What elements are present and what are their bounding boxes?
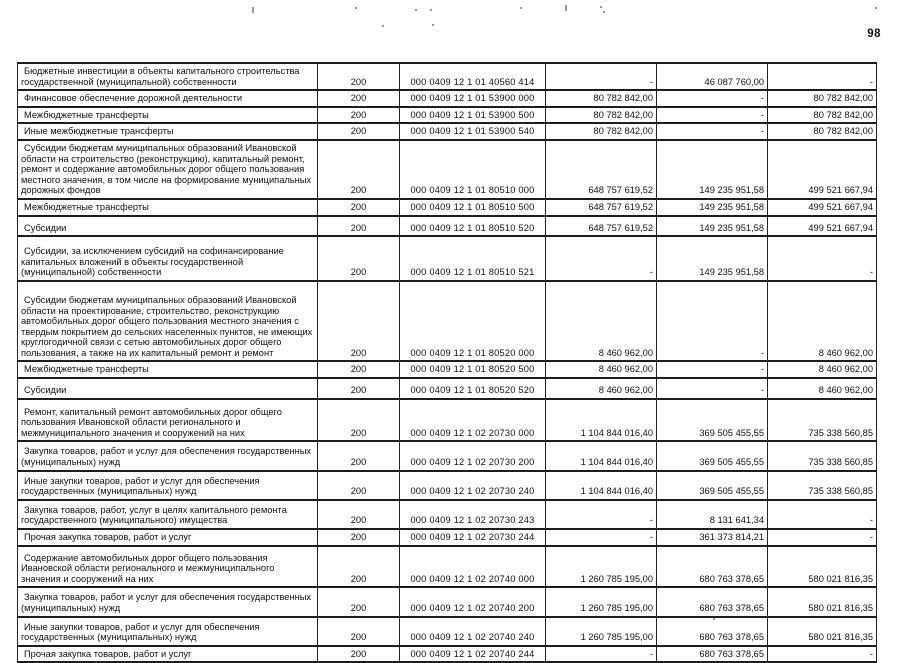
table-row [18, 63, 877, 90]
row-amount-approved: 8 460 962,00 [546, 281, 657, 362]
row-amount-executed: - [657, 107, 768, 124]
scan-speck [713, 618, 715, 620]
row-amount-remaining: 735 338 560,85 [768, 441, 877, 470]
row-expense-type-code: 200 [318, 216, 400, 237]
scan-speck [432, 24, 434, 26]
row-description: Субсидии [18, 216, 318, 237]
row-expense-type-code: 200 [318, 236, 400, 281]
row-description: Закупка товаров, работ и услуг для обеспечения государственных (муниципальных) нужд [18, 587, 318, 616]
row-description: Субсидии, за исключением субсидий на софинансирование капитальных вложений в объекты государственной (муниципальной) собственности [18, 236, 318, 281]
row-amount-executed: 149 235 951,58 [657, 216, 768, 237]
budget-table-body [18, 63, 877, 662]
row-amount-executed: 369 505 455,55 [657, 471, 768, 500]
row-amount-executed: 149 235 951,58 [657, 199, 768, 216]
row-amount-approved: 8 460 962,00 [546, 378, 657, 399]
scan-speck [600, 6, 602, 8]
scan-speck [382, 25, 384, 27]
scan-speck [875, 7, 877, 9]
table-row [18, 500, 877, 529]
row-expense-type-code: 200 [318, 500, 400, 529]
row-amount-remaining: 80 782 842,00 [768, 123, 877, 140]
scan-speck [430, 9, 432, 11]
table-row [18, 107, 877, 124]
row-amount-executed: 680 763 378,65 [657, 546, 768, 588]
table-row [18, 216, 877, 237]
row-description: Межбюджетные трансферты [18, 361, 318, 378]
row-expense-type-code: 200 [318, 361, 400, 378]
row-budget-classification-code: 000 0409 12 1 01 80510 520 [400, 216, 546, 237]
row-description: Ремонт, капитальный ремонт автомобильных дорог общего пользования Ивановской области регионального и межмуниципального значения и сооружений на них [18, 399, 318, 442]
row-description: Прочая закупка товаров, работ и услуг [18, 529, 318, 546]
row-expense-type-code: 200 [318, 646, 400, 663]
row-amount-remaining: 735 338 560,85 [768, 471, 877, 500]
row-amount-remaining: - [768, 236, 877, 281]
scan-speck [520, 7, 522, 9]
table-row [18, 529, 877, 546]
row-amount-executed: 361 373 814,21 [657, 529, 768, 546]
row-expense-type-code: 200 [318, 587, 400, 616]
row-expense-type-code: 200 [318, 90, 400, 107]
row-expense-type-code: 200 [318, 281, 400, 362]
row-budget-classification-code: 000 0409 12 1 01 40560 414 [400, 63, 546, 90]
row-amount-approved: - [546, 63, 657, 90]
row-description: Прочая закупка товаров, работ и услуг [18, 646, 318, 663]
row-amount-approved: 1 104 844 016,40 [546, 471, 657, 500]
row-amount-remaining: - [768, 646, 877, 663]
row-expense-type-code: 200 [318, 123, 400, 140]
row-description: Межбюджетные трансферты [18, 107, 318, 124]
row-description: Субсидии бюджетам муниципальных образований Ивановской области на строительство (реконструкцию), капитальный ремонт, ремонт и содержание автомобильных дорог общего пользования местного значения, в том числе на формирование муниципальных дорожных фондов [18, 140, 318, 199]
row-budget-classification-code: 000 0409 12 1 01 53900 000 [400, 90, 546, 107]
row-description: Содержание автомобильных дорог общего пользования Ивановской области регионального и межмуниципального значения и сооружений на них [18, 546, 318, 588]
row-amount-remaining: 580 021 816,35 [768, 587, 877, 616]
row-expense-type-code: 200 [318, 107, 400, 124]
row-amount-approved: 1 104 844 016,40 [546, 399, 657, 442]
row-budget-classification-code: 000 0409 12 1 02 20730 243 [400, 500, 546, 529]
row-expense-type-code: 200 [318, 471, 400, 500]
table-row [18, 140, 877, 199]
row-expense-type-code: 200 [318, 399, 400, 442]
row-budget-classification-code: 000 0409 12 1 02 20740 240 [400, 617, 546, 646]
row-amount-remaining: 8 460 962,00 [768, 378, 877, 399]
row-expense-type-code: 200 [318, 199, 400, 216]
row-budget-classification-code: 000 0409 12 1 01 80510 000 [400, 140, 546, 199]
table-row [18, 236, 877, 281]
table-row [18, 546, 877, 588]
row-budget-classification-code: 000 0409 12 1 02 20740 244 [400, 646, 546, 663]
row-amount-approved: 1 260 785 195,00 [546, 587, 657, 616]
row-amount-executed: 46 087 760,00 [657, 63, 768, 90]
scan-speck [565, 5, 567, 11]
row-budget-classification-code: 000 0409 12 1 01 53900 500 [400, 107, 546, 124]
row-budget-classification-code: 000 0409 12 1 02 20740 200 [400, 587, 546, 616]
row-amount-executed: - [657, 378, 768, 399]
row-amount-approved: 1 260 785 195,00 [546, 546, 657, 588]
row-expense-type-code: 200 [318, 63, 400, 90]
row-amount-executed: - [657, 281, 768, 362]
row-description: Субсидии бюджетам муниципальных образований Ивановской области на проектирование, строительство, реконструкцию автомобильных дорог общего пользования местного значения с твердым покрытием до сельских населенных пунктов, не имеющих круглогодичной связи с сетью автомобильных дорог общего пользования, а также на их капитальный ремонт и ремонт [18, 281, 318, 362]
scan-speck [415, 9, 417, 11]
row-amount-remaining: 499 521 667,94 [768, 199, 877, 216]
row-amount-remaining: 580 021 816,35 [768, 617, 877, 646]
row-amount-executed: 680 763 378,65 [657, 587, 768, 616]
row-amount-remaining: 580 021 816,35 [768, 546, 877, 588]
row-budget-classification-code: 000 0409 12 1 02 20740 000 [400, 546, 546, 588]
row-amount-executed: 369 505 455,55 [657, 399, 768, 442]
row-expense-type-code: 200 [318, 529, 400, 546]
row-amount-remaining: - [768, 500, 877, 529]
row-budget-classification-code: 000 0409 12 1 02 20730 244 [400, 529, 546, 546]
row-amount-executed: - [657, 90, 768, 107]
budget-execution-table [17, 62, 877, 663]
row-description: Иные закупки товаров, работ и услуг для обеспечения государственных (муниципальных) нужд [18, 617, 318, 646]
row-description: Иные межбюджетные трансферты [18, 123, 318, 140]
row-amount-remaining: 8 460 962,00 [768, 281, 877, 362]
table-row [18, 199, 877, 216]
table-row [18, 90, 877, 107]
row-amount-approved: 648 757 619,52 [546, 216, 657, 237]
row-amount-executed: 680 763 378,65 [657, 646, 768, 663]
table-row [18, 587, 877, 616]
row-budget-classification-code: 000 0409 12 1 02 20730 000 [400, 399, 546, 442]
row-expense-type-code: 200 [318, 441, 400, 470]
row-amount-remaining: 8 460 962,00 [768, 361, 877, 378]
row-amount-approved: 648 757 619,52 [546, 140, 657, 199]
row-description: Субсидии [18, 378, 318, 399]
row-amount-approved: - [546, 236, 657, 281]
row-amount-executed: 8 131 641,34 [657, 500, 768, 529]
scan-speck [252, 7, 254, 13]
row-description: Закупка товаров, работ и услуг для обеспечения государственных (муниципальных) нужд [18, 441, 318, 470]
table-row [18, 281, 877, 362]
row-amount-approved: 1 104 844 016,40 [546, 441, 657, 470]
row-description: Закупка товаров, работ, услуг в целях капитального ремонта государственного (муниципального) имущества [18, 500, 318, 529]
row-amount-executed: 149 235 951,58 [657, 236, 768, 281]
table-row [18, 617, 877, 646]
row-amount-approved: 80 782 842,00 [546, 90, 657, 107]
table-row [18, 378, 877, 399]
row-expense-type-code: 200 [318, 546, 400, 588]
table-row [18, 441, 877, 470]
page-number: 98 [867, 28, 881, 40]
row-budget-classification-code: 000 0409 12 1 01 80510 500 [400, 199, 546, 216]
row-amount-approved: 80 782 842,00 [546, 107, 657, 124]
row-amount-approved: - [546, 646, 657, 663]
row-amount-remaining: 80 782 842,00 [768, 107, 877, 124]
row-budget-classification-code: 000 0409 12 1 01 53900 540 [400, 123, 546, 140]
scan-speck [355, 7, 357, 9]
row-amount-executed: 680 763 378,65 [657, 617, 768, 646]
row-description: Межбюджетные трансферты [18, 199, 318, 216]
row-amount-remaining: 735 338 560,85 [768, 399, 877, 442]
row-expense-type-code: 200 [318, 378, 400, 399]
row-amount-approved: 8 460 962,00 [546, 361, 657, 378]
table-row [18, 399, 877, 442]
table-row [18, 123, 877, 140]
row-budget-classification-code: 000 0409 12 1 01 80520 500 [400, 361, 546, 378]
row-budget-classification-code: 000 0409 12 1 01 80520 000 [400, 281, 546, 362]
row-amount-remaining: 499 521 667,94 [768, 140, 877, 199]
row-amount-executed: 149 235 951,58 [657, 140, 768, 199]
row-amount-remaining: 499 521 667,94 [768, 216, 877, 237]
row-amount-approved: 648 757 619,52 [546, 199, 657, 216]
row-amount-remaining: - [768, 529, 877, 546]
row-budget-classification-code: 000 0409 12 1 01 80520 520 [400, 378, 546, 399]
row-amount-approved: - [546, 500, 657, 529]
row-budget-classification-code: 000 0409 12 1 01 80510 521 [400, 236, 546, 281]
table-row [18, 361, 877, 378]
table-row [18, 471, 877, 500]
row-budget-classification-code: 000 0409 12 1 02 20730 240 [400, 471, 546, 500]
row-budget-classification-code: 000 0409 12 1 02 20730 200 [400, 441, 546, 470]
row-amount-approved: 80 782 842,00 [546, 123, 657, 140]
row-expense-type-code: 200 [318, 617, 400, 646]
row-amount-approved: - [546, 529, 657, 546]
row-amount-remaining: 80 782 842,00 [768, 90, 877, 107]
row-description: Иные закупки товаров, работ и услуг для обеспечения государственных (муниципальных) нужд [18, 471, 318, 500]
row-expense-type-code: 200 [318, 140, 400, 199]
row-amount-approved: 1 260 785 195,00 [546, 617, 657, 646]
table-row [18, 646, 877, 663]
row-amount-executed: - [657, 123, 768, 140]
row-amount-remaining: - [768, 63, 877, 90]
scan-speck [603, 11, 605, 13]
row-amount-executed: - [657, 361, 768, 378]
row-amount-executed: 369 505 455,55 [657, 441, 768, 470]
row-description: Финансовое обеспечение дорожной деятельности [18, 90, 318, 107]
row-description: Бюджетные инвестиции в объекты капитального строительства государственной (муниципальной) собственности [18, 63, 318, 90]
